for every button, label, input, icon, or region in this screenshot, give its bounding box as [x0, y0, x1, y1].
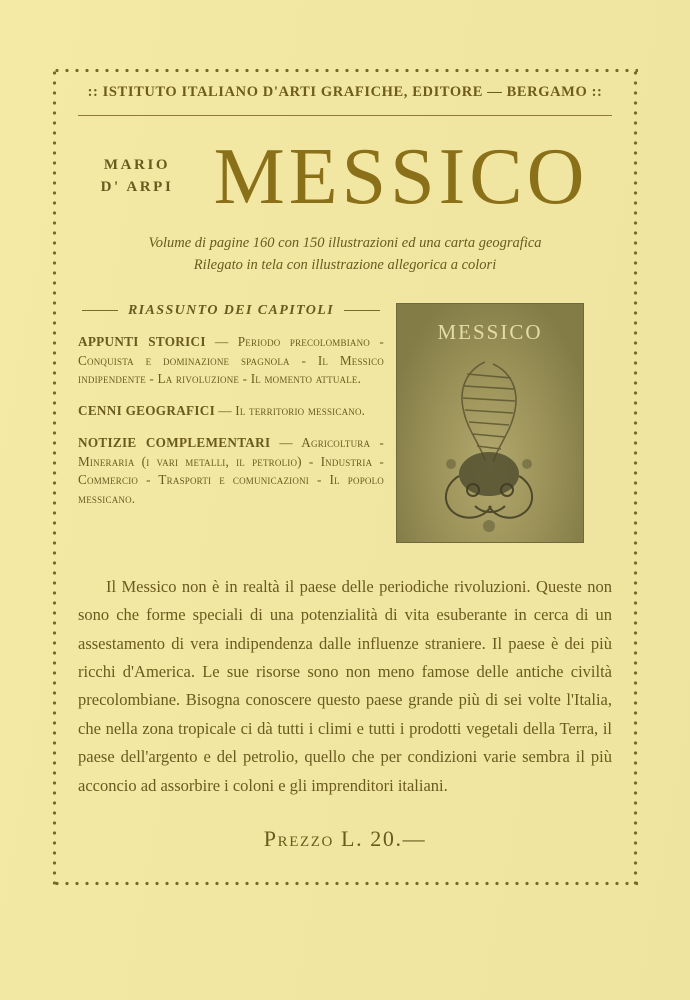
frame-bottom-dots	[52, 881, 638, 886]
frame-right-dots	[633, 68, 638, 886]
author-last-name: D' ARPI	[100, 179, 174, 195]
author-first-name: MARIO	[103, 157, 171, 174]
body-paragraph: Il Messico non è in realtà il paese delle periodiche rivoluzioni. Queste non sono che forme speciali di una potenzialità di vita esuberante in cerca di un assestamento di vera indipendenza dalle influenze straniere. Il paese è dei più ricchi d'America. Le sue risorse sono non meno famose delle antiche civiltà precolombiane. Bisogna conoscere questo paese grande più di sei volte l'Italia, che nella zona tropicale ci dà tutti i climi e tutti i prodotti vegetali della Terra, il paese dell'argento e del petrolio, quello che per condizioni varie sembra il più acconcio ad assorbire i coloni e gli imprenditori italiani.	[78, 576, 612, 795]
price-label: Prezzo L. 20.—	[263, 825, 427, 851]
chapter-title: CENNI GEOGRAFICI	[78, 403, 216, 419]
summary-heading-label: RIASSUNTO DEI CAPITOLI	[127, 302, 335, 318]
book-description-line1: Volume di pagine 160 con 150 illustrazioni ed una carta geografica	[148, 235, 542, 251]
chapter-summary	[78, 303, 396, 543]
chapter-entry	[78, 402, 384, 421]
frame-left-dots	[52, 68, 57, 886]
heading-dash-left	[82, 310, 118, 311]
heading-dash-right	[344, 310, 380, 311]
aztec-serpent-illustration	[415, 356, 565, 536]
chapter-title: APPUNTI STORICI	[78, 333, 206, 349]
book-description-line2: Rilegato in tela con illustrazione allegorica a colori	[193, 257, 497, 274]
page-title: MESSICO	[213, 133, 589, 221]
page-content	[78, 78, 612, 852]
cover-title: MESSICO	[437, 319, 543, 344]
title-block	[78, 134, 612, 220]
summary-heading	[78, 303, 384, 319]
author-name	[78, 155, 196, 199]
chapter-entry	[78, 333, 384, 389]
chapter-body: — Agricoltura - Mineraria (i vari metalli, il petrolio) - Industria - Commercio - Trasporti e comunicazioni - Il popolo messicano.	[78, 434, 384, 507]
book-cover-image	[396, 303, 584, 543]
publisher-line: :: ISTITUTO ITALIANO D'ARTI GRAFICHE, EDITORE — BERGAMO ::	[87, 84, 603, 100]
chapter-title: NOTIZIE COMPLEMENTARI	[78, 434, 271, 450]
summary-and-cover	[78, 303, 612, 543]
chapter-entry	[78, 434, 384, 509]
chapter-body: — Il territorio messicano.	[218, 403, 366, 419]
header-rule	[78, 115, 612, 116]
book-description	[78, 232, 612, 277]
frame-top-dots	[52, 68, 638, 73]
chapter-body: — Periodo precolombiano - Conquista e dominazione spagnola - Il Messico indipendente - La rivoluzione - Il momento attuale.	[78, 333, 385, 387]
